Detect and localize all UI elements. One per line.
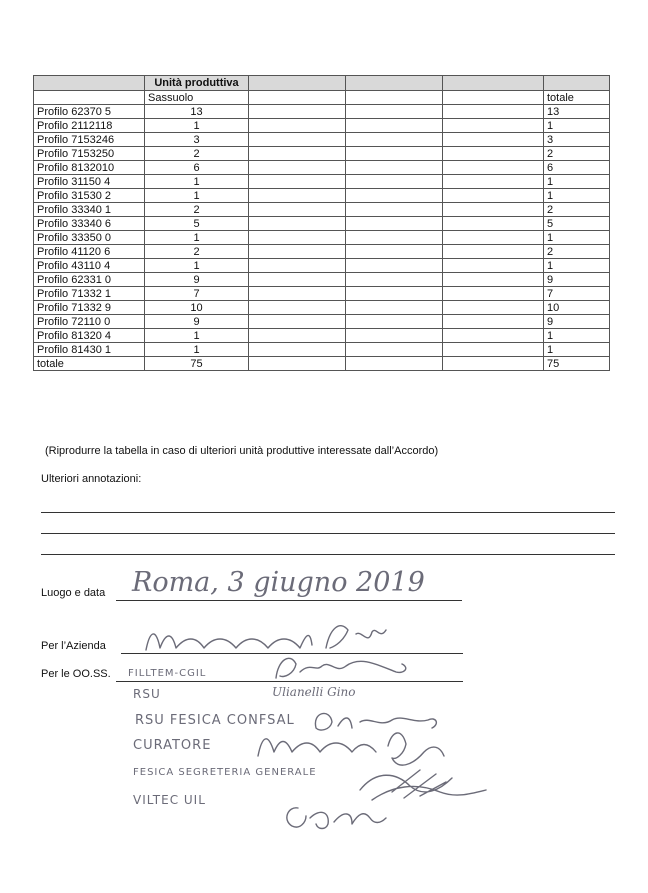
union-signature-mark-4 <box>360 770 486 800</box>
row-label-cell: Profilo 62331 0 <box>34 273 145 287</box>
row-label-cell: Profilo 71332 1 <box>34 287 145 301</box>
row-value-cell: 9 <box>145 273 249 287</box>
union-signature-mark-5 <box>287 808 386 829</box>
row-label-cell: Profilo 8132010 <box>34 161 145 175</box>
reproduction-note: (Riprodurre la tabella in caso di ulteriori unità produttive interessate dall’Accordo) <box>45 445 439 457</box>
row-total-cell: 2 <box>544 245 610 259</box>
company-signature-mark <box>146 626 386 650</box>
row-value-cell: 1 <box>145 343 249 357</box>
row-value-cell: 2 <box>145 203 249 217</box>
union-entry-fesica-segreteria: FESICA SEGRETERIA GENERALE <box>133 767 317 778</box>
row-label-cell: Profilo 33350 0 <box>34 231 145 245</box>
row-value-cell: 1 <box>145 119 249 133</box>
row-total-cell: 2 <box>544 147 610 161</box>
row-total-cell: 75 <box>544 357 610 371</box>
row-total-cell: 1 <box>544 259 610 273</box>
row-label-cell: Profilo 71332 9 <box>34 301 145 315</box>
row-value-cell: 1 <box>145 259 249 273</box>
row-value-cell: 1 <box>145 189 249 203</box>
row-value-cell: 10 <box>145 301 249 315</box>
row-value-cell: 2 <box>145 245 249 259</box>
row-value-cell: 6 <box>145 161 249 175</box>
row-total-cell: 3 <box>544 133 610 147</box>
row-value-cell: 7 <box>145 287 249 301</box>
row-label-cell: Profilo 31150 4 <box>34 175 145 189</box>
row-total-cell: 1 <box>544 329 610 343</box>
row-value-cell: 1 <box>145 329 249 343</box>
row-total-cell: 10 <box>544 301 610 315</box>
row-value-cell: 75 <box>145 357 249 371</box>
row-value-cell: 5 <box>145 217 249 231</box>
company-label: Per l’Azienda <box>41 640 106 652</box>
place-date-label: Luogo e data <box>41 587 106 599</box>
row-value-cell: 1 <box>145 231 249 245</box>
union-entry-curatore: CURATORE <box>133 738 212 753</box>
place-date-handwritten: Roma, 3 giugno 2019 <box>132 567 425 598</box>
row-label-cell: Profilo 7153250 <box>34 147 145 161</box>
annotations-label: Ulteriori annotazioni: <box>41 473 142 485</box>
row-total-cell: 6 <box>544 161 610 175</box>
union-entry-name: Ulianelli Gino <box>272 685 356 699</box>
row-label-cell: Profilo 2112118 <box>34 119 145 133</box>
row-label-cell: Profilo 31530 2 <box>34 189 145 203</box>
union-entry-rsu-fesica: RSU FESICA CONFSAL <box>135 713 295 728</box>
group-header-cell: Unità produttiva <box>145 76 249 91</box>
row-label-cell: Profilo 72110 0 <box>34 315 145 329</box>
union-entry-viltec: VILTEC UIL <box>133 793 206 807</box>
row-label-cell: Profilo 33340 6 <box>34 217 145 231</box>
row-label-cell: Profilo 7153246 <box>34 133 145 147</box>
row-label-cell: totale <box>34 357 145 371</box>
union-signature-mark-1 <box>276 658 406 678</box>
row-label-cell: Profilo 41120 6 <box>34 245 145 259</box>
row-value-cell: 1 <box>145 175 249 189</box>
row-label-cell: Profilo 81320 4 <box>34 329 145 343</box>
row-label-cell: Profilo 33340 1 <box>34 203 145 217</box>
row-total-cell: 1 <box>544 175 610 189</box>
union-entry-rsu: RSU <box>133 687 161 701</box>
row-total-cell: 9 <box>544 273 610 287</box>
row-total-cell: 1 <box>544 343 610 357</box>
row-total-cell: 1 <box>544 189 610 203</box>
row-value-cell: 3 <box>145 133 249 147</box>
subheader-unit-cell: Sassuolo <box>145 91 249 105</box>
union-signature-mark-3 <box>258 733 444 765</box>
row-total-cell: 2 <box>544 203 610 217</box>
row-total-cell: 1 <box>544 231 610 245</box>
row-total-cell: 9 <box>544 315 610 329</box>
row-label-cell: Profilo 81430 1 <box>34 343 145 357</box>
unions-label: Per le OO.SS. <box>41 668 111 680</box>
union-signature-mark-2 <box>315 713 436 730</box>
row-value-cell: 2 <box>145 147 249 161</box>
row-total-cell: 13 <box>544 105 610 119</box>
row-total-cell: 1 <box>544 119 610 133</box>
subheader-total-cell: totale <box>544 91 610 105</box>
row-total-cell: 7 <box>544 287 610 301</box>
union-entry-filltem: FILLTEM-CGIL <box>128 668 207 679</box>
row-label-cell: Profilo 43110 4 <box>34 259 145 273</box>
row-value-cell: 13 <box>145 105 249 119</box>
row-total-cell: 5 <box>544 217 610 231</box>
row-value-cell: 9 <box>145 315 249 329</box>
row-label-cell: Profilo 62370 5 <box>34 105 145 119</box>
